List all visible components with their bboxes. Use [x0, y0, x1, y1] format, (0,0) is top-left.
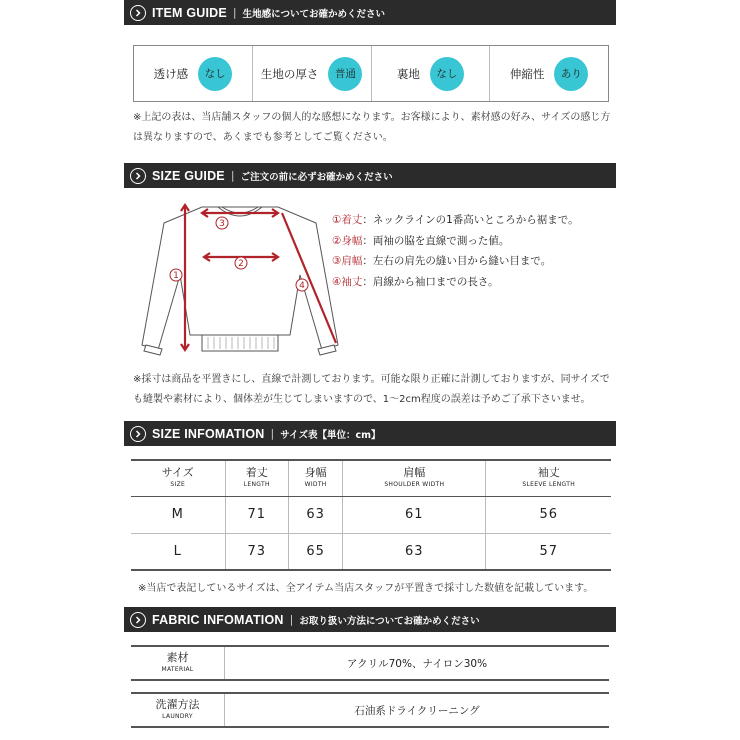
column-header: 身幅 WIDTH	[289, 460, 343, 496]
fabric-info-header: FABRIC INFOMATION | お取り扱い方法についてお確かめください	[124, 607, 616, 632]
rating-badge: なし	[198, 57, 232, 91]
guide-cell-thickness: 生地の厚さ 普通	[253, 46, 372, 101]
rating-badge: 普通	[328, 57, 362, 91]
section-subtitle: ご注文の前に必ずお確かめください	[240, 171, 393, 183]
column-header: 肩幅 SHOULDER WIDTH	[343, 460, 486, 496]
measurement-legend	[332, 210, 622, 292]
laundry-row: 洗濯方法 LAUNDRY 石油系ドライクリーニング	[131, 692, 609, 728]
size-info-header: SIZE INFOMATION | サイズ表【単位：cm】	[124, 421, 616, 446]
section-title: SIZE GUIDE	[152, 168, 225, 183]
item-guide-table	[133, 45, 609, 102]
section-subtitle: 生地感についてお確かめください	[242, 8, 385, 20]
marker-4: 4	[299, 281, 305, 291]
legend-item: ③肩幅：左右の肩先の縫い目から縫い目まで。	[332, 255, 552, 267]
column-header: サイズ SIZE	[131, 460, 225, 496]
marker-1: 1	[173, 271, 179, 281]
legend-item: ①着丈：ネックラインの1番高いところから裾まで。	[332, 214, 579, 226]
chevron-right-icon	[130, 426, 146, 442]
section-title: FABRIC INFOMATION	[152, 612, 284, 627]
chevron-right-icon	[130, 612, 146, 628]
guide-cell-transparency: 透け感 なし	[134, 46, 253, 101]
marker-3: 3	[219, 219, 225, 229]
table-row: L 73 65 63 57	[131, 533, 611, 570]
table-header-row	[131, 460, 611, 496]
legend-item: ④袖丈：肩線から袖口までの長さ。	[332, 275, 499, 288]
material-row: 素材 MATERIAL アクリル70%、ナイロン30%	[131, 645, 609, 681]
sweater-diagram	[140, 195, 340, 360]
section-subtitle: サイズ表【単位：cm】	[280, 429, 381, 441]
size-info-note: ※当店で表記しているサイズは、全アイテム当店スタッフが平置きで採寸した数値を記載しています。	[138, 583, 594, 594]
laundry-value: 石油系ドライクリーニング	[354, 704, 480, 717]
item-guide-note: ※上記の表は、当店舗スタッフの個人的な感想になります。お客様により、素材感の好み、サイズの感じ方 は異なりますので、あくまでも参考としてご覧ください。	[133, 112, 611, 143]
marker-2: 2	[238, 259, 244, 269]
chevron-right-icon	[130, 168, 146, 184]
material-value: アクリル70%、ナイロン30%	[346, 657, 488, 670]
section-title: SIZE INFOMATION	[152, 426, 265, 441]
guide-cell-stretch: 伸縮性 あり	[490, 46, 608, 101]
section-title: ITEM GUIDE	[152, 5, 227, 20]
legend-item: ②身幅：両袖の脇を直線で測った値。	[332, 234, 510, 247]
column-header: 着丈 LENGTH	[225, 460, 289, 496]
rating-badge: なし	[430, 57, 464, 91]
section-subtitle: お取り扱い方法についてお確かめください	[299, 615, 480, 627]
size-guide-header: SIZE GUIDE | ご注文の前に必ずお確かめください	[124, 163, 616, 188]
item-guide-header: ITEM GUIDE | 生地感についてお確かめください	[124, 0, 616, 25]
guide-cell-lining: 裏地 なし	[372, 46, 491, 101]
rating-badge: あり	[554, 57, 588, 91]
size-table	[131, 459, 611, 571]
table-row: M 71 63 61 56	[131, 496, 611, 533]
chevron-right-icon	[130, 5, 146, 21]
size-guide-note: ※採寸は商品を平置きにし、直線で計測しております。可能な限り正確に計測しておりますが、同サイズで も縫製や素材により、個体差が生じてしまいますので、1〜2cm程度の誤差は予めご了承下さいませ。	[133, 374, 610, 405]
column-header: 袖丈 SLEEVE LENGTH	[486, 460, 611, 496]
